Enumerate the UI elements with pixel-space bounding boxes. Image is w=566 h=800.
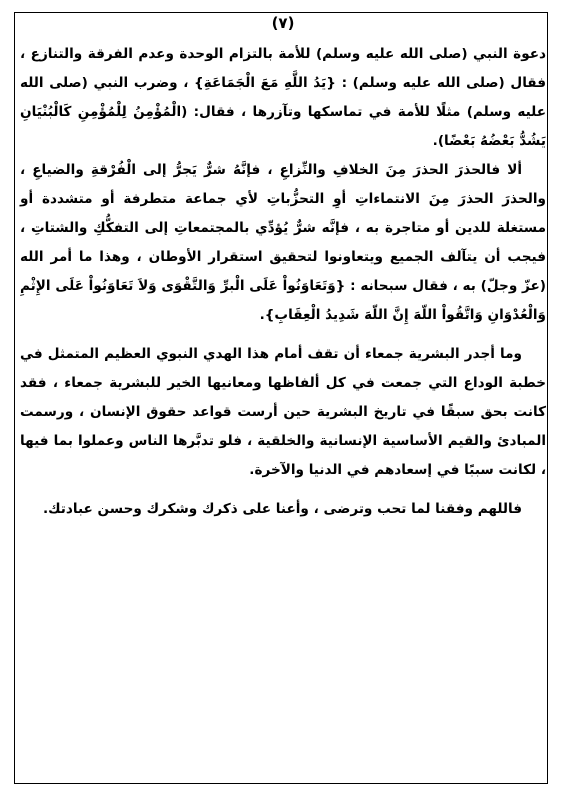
paragraph-3: وما أجدر البشرية جمعاء أن تقف أمام هذا الهدي النبوي العظيم المتمثل في خطبة الوداع التي جمعت في كل ألفاظها ومعانيها الخير للبشرية جمعاء ، فقد كانت بحق سبقًا في تاريخ البشرية حين أرست قواعد حقوق الإنسان ، ورسمت المبادئ والقيم الأساسية الإنسانية والخلقية ، فلو تدبَّرها الناس وعملوا بما فيها ، لكانت سببًا في إسعادهم في الدنيا والآخرة. xyxy=(20,346,546,478)
page-body xyxy=(20,40,546,524)
page-number: (٧) xyxy=(271,14,295,32)
paragraph-1: دعوة النبي (صلى الله عليه وسلم) للأمة بالتزام الوحدة وعدم الفرقة والتنازع ، فقال (صلى الله عليه وسلم) : {يَدُ اللَّهِ مَعَ الْجَمَاعَةِ} ، وضرب النبي (صلى الله عليه وسلم) مثلًا للأمة في تماسكها وتآزرها ، فقال: (الْمُؤْمِنُ لِلْمُؤْمِنِ كَالْبُنْيَانِ يَشُدُّ بَعْضُهُ بَعْضًا). xyxy=(20,46,546,149)
paragraph-4: فاللهم وفقنا لما تحب وترضى ، وأعنا على ذكرك وشكرك وحسن عبادتك. xyxy=(42,501,522,517)
paragraph-2: ألا فالحذرَ الحذرَ مِنَ الخلافِ والنِّزاعِ ، فإنَّهُ شرٌّ يَجرُّ إلى الْفُرْقةِ والضياعِ ، والحذرَ الحذرَ مِنَ الانتماءاتِ أوِ التحزُّباتِ لأي جماعة متطرفة أو متشددة أو مستغلة للدين أو متاجرة به ، فإنَّه شرٌّ يُؤدِّي بالمجتمعاتِ إلى التفكُّكِ والشتاتِ ، فيجب أن يتآلف الجميع ويتعاونوا لتحقيق استقرار الأوطان ، وهذا ما أمر الله (عزّ وجلّ) به ، فقال سبحانه : {وَتَعَاوَنُواْ عَلَى الْبرِّ وَالتَّقْوَى وَلاَ تَعَاوَنُواْ عَلَى الإِثْمِ وَالْعُدْوَانِ وَاتَّقُواْ اللّهَ إِنَّ اللّهَ شَدِيدُ الْعِقَابِ}. xyxy=(20,162,546,323)
